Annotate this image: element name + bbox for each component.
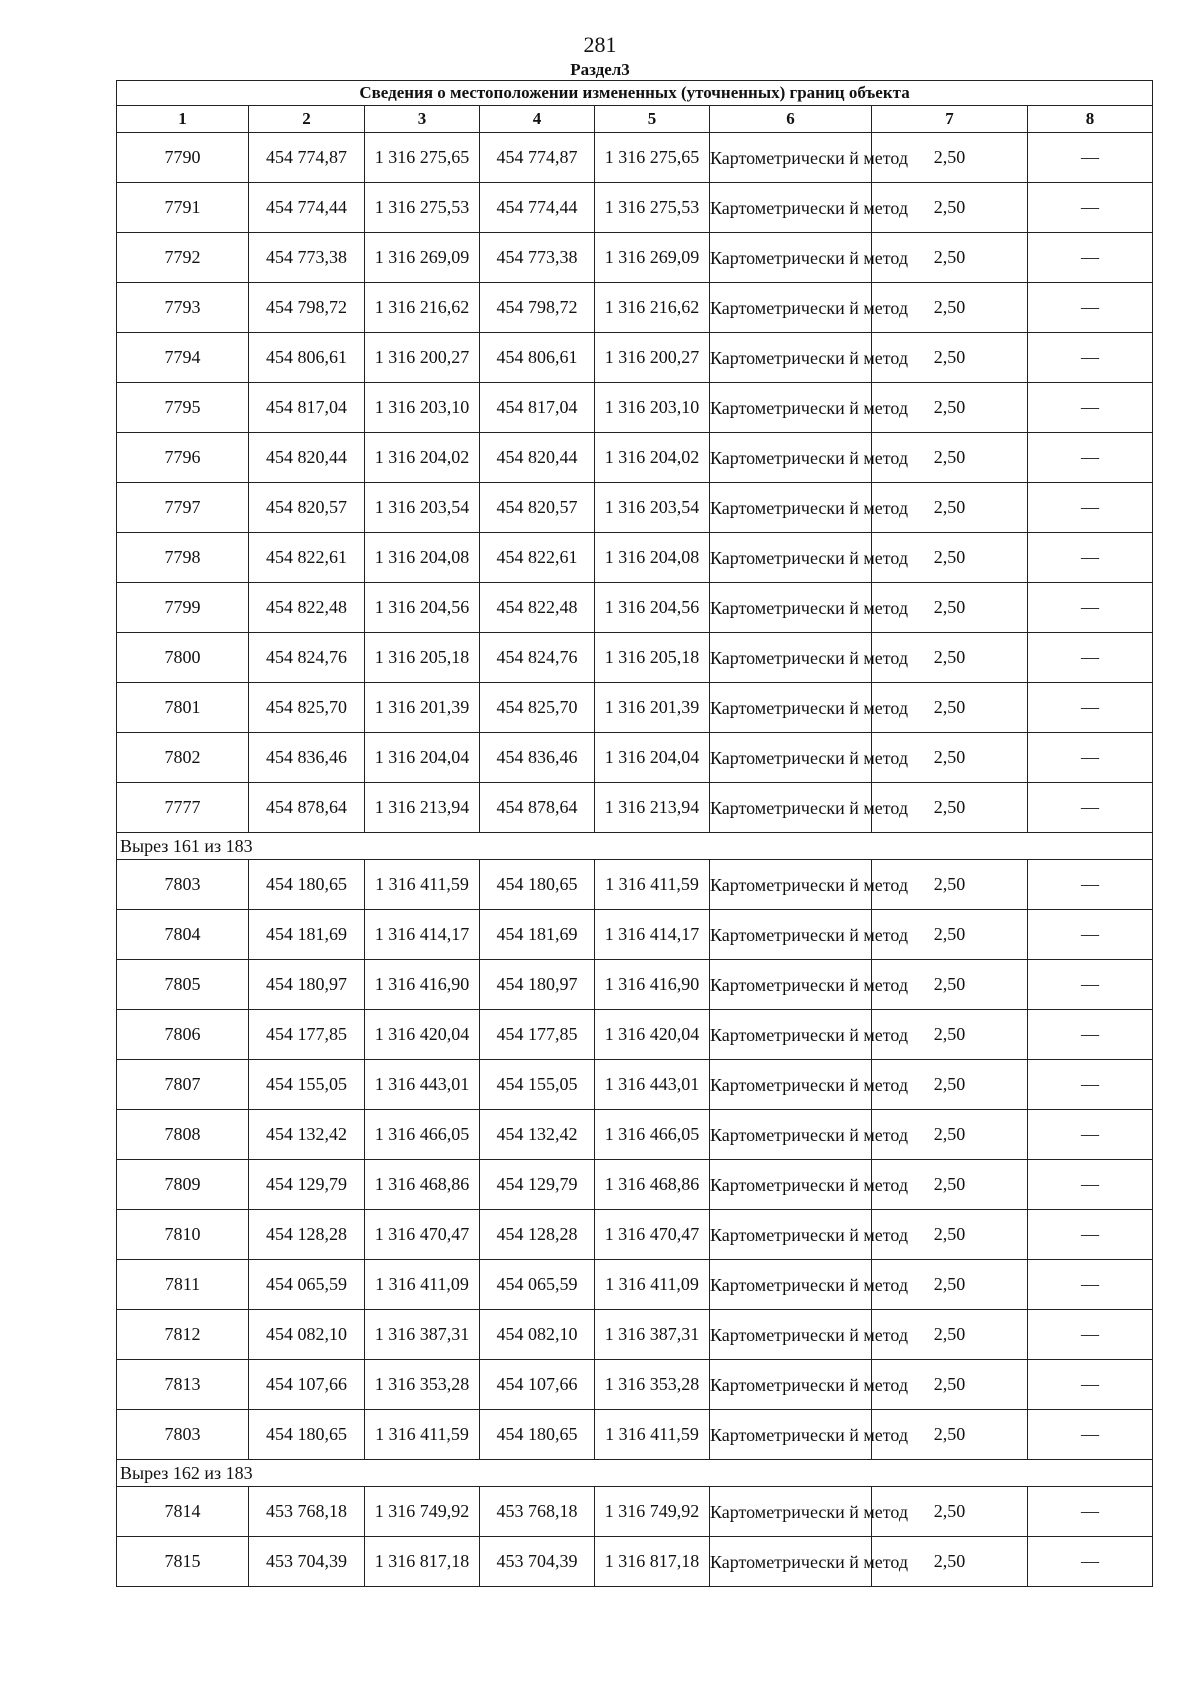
x-coordinate-cell: 454 082,10 — [249, 1310, 365, 1360]
accuracy-cell: 2,50 — [872, 733, 1028, 783]
note-cell: — — [1028, 683, 1153, 733]
point-number-cell: 7799 — [117, 583, 249, 633]
column-number: 2 — [249, 106, 365, 133]
table-row — [117, 1260, 1153, 1310]
column-number: 6 — [710, 106, 872, 133]
method-cell: Картометрически й метод — [710, 1160, 872, 1210]
table-row — [117, 1360, 1153, 1410]
point-number-cell: 7790 — [117, 133, 249, 183]
note-cell: — — [1028, 960, 1153, 1010]
y-coordinate-cell: 1 316 411,09 — [365, 1260, 480, 1310]
point-number-cell: 7798 — [117, 533, 249, 583]
y-coordinate-new-cell: 1 316 411,09 — [595, 1260, 710, 1310]
x-coordinate-cell: 454 806,61 — [249, 333, 365, 383]
point-number-cell: 7807 — [117, 1060, 249, 1110]
method-cell: Картометрически й метод — [710, 1060, 872, 1110]
y-coordinate-new-cell: 1 316 204,08 — [595, 533, 710, 583]
x-coordinate-new-cell: 454 878,64 — [480, 783, 595, 833]
accuracy-cell: 2,50 — [872, 1060, 1028, 1110]
method-cell: Картометрически й метод — [710, 860, 872, 910]
table-row — [117, 233, 1153, 283]
accuracy-cell: 2,50 — [872, 1410, 1028, 1460]
note-cell: — — [1028, 483, 1153, 533]
table-row — [117, 183, 1153, 233]
x-coordinate-cell: 454 132,42 — [249, 1110, 365, 1160]
y-coordinate-cell: 1 316 204,56 — [365, 583, 480, 633]
y-coordinate-new-cell: 1 316 414,17 — [595, 910, 710, 960]
y-coordinate-new-cell: 1 316 204,02 — [595, 433, 710, 483]
point-number-cell: 7803 — [117, 860, 249, 910]
note-cell: — — [1028, 383, 1153, 433]
table-row — [117, 1487, 1153, 1537]
y-coordinate-cell: 1 316 468,86 — [365, 1160, 480, 1210]
y-coordinate-cell: 1 316 466,05 — [365, 1110, 480, 1160]
note-cell: — — [1028, 333, 1153, 383]
note-cell: — — [1028, 1487, 1153, 1537]
method-cell: Картометрически й метод — [710, 233, 872, 283]
y-coordinate-cell: 1 316 213,94 — [365, 783, 480, 833]
table-row — [117, 633, 1153, 683]
point-number-cell: 7810 — [117, 1210, 249, 1260]
note-cell: — — [1028, 860, 1153, 910]
y-coordinate-new-cell: 1 316 203,10 — [595, 383, 710, 433]
y-coordinate-new-cell: 1 316 201,39 — [595, 683, 710, 733]
accuracy-cell: 2,50 — [872, 433, 1028, 483]
y-coordinate-cell: 1 316 269,09 — [365, 233, 480, 283]
table-row — [117, 1410, 1153, 1460]
x-coordinate-new-cell: 454 806,61 — [480, 333, 595, 383]
x-coordinate-cell: 454 181,69 — [249, 910, 365, 960]
y-coordinate-cell: 1 316 275,65 — [365, 133, 480, 183]
method-cell: Картометрически й метод — [710, 183, 872, 233]
point-number-cell: 7796 — [117, 433, 249, 483]
y-coordinate-new-cell: 1 316 275,53 — [595, 183, 710, 233]
accuracy-cell: 2,50 — [872, 683, 1028, 733]
method-cell: Картометрически й метод — [710, 483, 872, 533]
accuracy-cell: 2,50 — [872, 633, 1028, 683]
y-coordinate-new-cell: 1 316 213,94 — [595, 783, 710, 833]
point-number-cell: 7815 — [117, 1537, 249, 1587]
y-coordinate-cell: 1 316 387,31 — [365, 1310, 480, 1360]
x-coordinate-cell: 454 107,66 — [249, 1360, 365, 1410]
accuracy-cell: 2,50 — [872, 533, 1028, 583]
point-number-cell: 7811 — [117, 1260, 249, 1310]
y-coordinate-cell: 1 316 275,53 — [365, 183, 480, 233]
y-coordinate-cell: 1 316 203,10 — [365, 383, 480, 433]
table-row — [117, 383, 1153, 433]
method-cell: Картометрически й метод — [710, 433, 872, 483]
y-coordinate-cell: 1 316 216,62 — [365, 283, 480, 333]
table-row — [117, 1060, 1153, 1110]
accuracy-cell: 2,50 — [872, 283, 1028, 333]
point-number-cell: 7809 — [117, 1160, 249, 1210]
y-coordinate-new-cell: 1 316 817,18 — [595, 1537, 710, 1587]
x-coordinate-new-cell: 454 082,10 — [480, 1310, 595, 1360]
method-cell: Картометрически й метод — [710, 633, 872, 683]
y-coordinate-new-cell: 1 316 269,09 — [595, 233, 710, 283]
y-coordinate-cell: 1 316 416,90 — [365, 960, 480, 1010]
accuracy-cell: 2,50 — [872, 1487, 1028, 1537]
x-coordinate-new-cell: 454 774,87 — [480, 133, 595, 183]
y-coordinate-new-cell: 1 316 205,18 — [595, 633, 710, 683]
accuracy-cell: 2,50 — [872, 1160, 1028, 1210]
method-cell: Картометрически й метод — [710, 1110, 872, 1160]
method-cell: Картометрически й метод — [710, 960, 872, 1010]
method-cell: Картометрически й метод — [710, 133, 872, 183]
method-cell: Картометрически й метод — [710, 1487, 872, 1537]
y-coordinate-new-cell: 1 316 216,62 — [595, 283, 710, 333]
x-coordinate-new-cell: 454 180,65 — [480, 860, 595, 910]
point-number-cell: 7792 — [117, 233, 249, 283]
table-row — [117, 910, 1153, 960]
note-cell: — — [1028, 1360, 1153, 1410]
x-coordinate-new-cell: 454 836,46 — [480, 733, 595, 783]
accuracy-cell: 2,50 — [872, 383, 1028, 433]
x-coordinate-new-cell: 454 180,65 — [480, 1410, 595, 1460]
y-coordinate-cell: 1 316 353,28 — [365, 1360, 480, 1410]
y-coordinate-new-cell: 1 316 204,04 — [595, 733, 710, 783]
note-cell: — — [1028, 783, 1153, 833]
note-cell: — — [1028, 1110, 1153, 1160]
method-cell: Картометрически й метод — [710, 333, 872, 383]
method-cell: Картометрически й метод — [710, 283, 872, 333]
x-coordinate-new-cell: 454 820,44 — [480, 433, 595, 483]
x-coordinate-new-cell: 454 128,28 — [480, 1210, 595, 1260]
table-row — [117, 733, 1153, 783]
column-number: 1 — [117, 106, 249, 133]
table-caption-row — [117, 81, 1153, 106]
point-number-cell: 7803 — [117, 1410, 249, 1460]
note-cell: — — [1028, 733, 1153, 783]
table-row — [117, 433, 1153, 483]
table-body — [117, 81, 1153, 1587]
point-number-cell: 7794 — [117, 333, 249, 383]
note-cell: — — [1028, 533, 1153, 583]
column-number: 7 — [872, 106, 1028, 133]
y-coordinate-new-cell: 1 316 416,90 — [595, 960, 710, 1010]
group-label: Вырез 162 из 183 — [117, 1460, 1153, 1487]
method-cell: Картометрически й метод — [710, 1260, 872, 1310]
y-coordinate-cell: 1 316 470,47 — [365, 1210, 480, 1260]
x-coordinate-new-cell: 454 107,66 — [480, 1360, 595, 1410]
y-coordinate-cell: 1 316 420,04 — [365, 1010, 480, 1060]
point-number-cell: 7812 — [117, 1310, 249, 1360]
method-cell: Картометрически й метод — [710, 383, 872, 433]
x-coordinate-new-cell: 454 817,04 — [480, 383, 595, 433]
method-cell: Картометрически й метод — [710, 1010, 872, 1060]
method-cell: Картометрически й метод — [710, 783, 872, 833]
x-coordinate-new-cell: 454 129,79 — [480, 1160, 595, 1210]
column-number: 8 — [1028, 106, 1153, 133]
group-label: Вырез 161 из 183 — [117, 833, 1153, 860]
y-coordinate-new-cell: 1 316 353,28 — [595, 1360, 710, 1410]
y-coordinate-cell: 1 316 411,59 — [365, 1410, 480, 1460]
point-number-cell: 7795 — [117, 383, 249, 433]
method-cell: Картометрически й метод — [710, 1310, 872, 1360]
x-coordinate-new-cell: 454 822,48 — [480, 583, 595, 633]
table-row — [117, 483, 1153, 533]
x-coordinate-cell: 454 817,04 — [249, 383, 365, 433]
accuracy-cell: 2,50 — [872, 1537, 1028, 1587]
note-cell: — — [1028, 283, 1153, 333]
method-cell: Картометрически й метод — [710, 1410, 872, 1460]
table-row — [117, 133, 1153, 183]
table-row — [117, 283, 1153, 333]
accuracy-cell: 2,50 — [872, 1360, 1028, 1410]
accuracy-cell: 2,50 — [872, 583, 1028, 633]
x-coordinate-new-cell: 454 132,42 — [480, 1110, 595, 1160]
x-coordinate-cell: 454 836,46 — [249, 733, 365, 783]
table-row — [117, 583, 1153, 633]
accuracy-cell: 2,50 — [872, 860, 1028, 910]
y-coordinate-cell: 1 316 204,04 — [365, 733, 480, 783]
note-cell: — — [1028, 1010, 1153, 1060]
table-row — [117, 683, 1153, 733]
x-coordinate-cell: 454 774,87 — [249, 133, 365, 183]
column-number-row — [117, 106, 1153, 133]
note-cell: — — [1028, 183, 1153, 233]
method-cell: Картометрически й метод — [710, 683, 872, 733]
x-coordinate-cell: 454 180,65 — [249, 860, 365, 910]
point-number-cell: 7805 — [117, 960, 249, 1010]
table-row — [117, 1160, 1153, 1210]
x-coordinate-cell: 454 177,85 — [249, 1010, 365, 1060]
note-cell: — — [1028, 1310, 1153, 1360]
y-coordinate-cell: 1 316 817,18 — [365, 1537, 480, 1587]
x-coordinate-new-cell: 454 155,05 — [480, 1060, 595, 1110]
y-coordinate-new-cell: 1 316 420,04 — [595, 1010, 710, 1060]
x-coordinate-new-cell: 454 065,59 — [480, 1260, 595, 1310]
y-coordinate-new-cell: 1 316 275,65 — [595, 133, 710, 183]
table-row — [117, 333, 1153, 383]
y-coordinate-new-cell: 1 316 387,31 — [595, 1310, 710, 1360]
column-number: 5 — [595, 106, 710, 133]
x-coordinate-cell: 454 878,64 — [249, 783, 365, 833]
y-coordinate-new-cell: 1 316 204,56 — [595, 583, 710, 633]
x-coordinate-cell: 454 822,61 — [249, 533, 365, 583]
note-cell: — — [1028, 1060, 1153, 1110]
y-coordinate-cell: 1 316 205,18 — [365, 633, 480, 683]
x-coordinate-cell: 454 128,28 — [249, 1210, 365, 1260]
y-coordinate-cell: 1 316 203,54 — [365, 483, 480, 533]
x-coordinate-cell: 453 768,18 — [249, 1487, 365, 1537]
accuracy-cell: 2,50 — [872, 910, 1028, 960]
note-cell: — — [1028, 1160, 1153, 1210]
x-coordinate-new-cell: 454 820,57 — [480, 483, 595, 533]
accuracy-cell: 2,50 — [872, 1010, 1028, 1060]
method-cell: Картометрически й метод — [710, 1360, 872, 1410]
note-cell: — — [1028, 1210, 1153, 1260]
table-row — [117, 960, 1153, 1010]
accuracy-cell: 2,50 — [872, 783, 1028, 833]
y-coordinate-cell: 1 316 414,17 — [365, 910, 480, 960]
x-coordinate-cell: 454 773,38 — [249, 233, 365, 283]
x-coordinate-new-cell: 453 768,18 — [480, 1487, 595, 1537]
x-coordinate-new-cell: 454 177,85 — [480, 1010, 595, 1060]
accuracy-cell: 2,50 — [872, 1260, 1028, 1310]
table-row — [117, 1310, 1153, 1360]
method-cell: Картометрически й метод — [710, 1537, 872, 1587]
y-coordinate-new-cell: 1 316 411,59 — [595, 1410, 710, 1460]
y-coordinate-new-cell: 1 316 203,54 — [595, 483, 710, 533]
accuracy-cell: 2,50 — [872, 133, 1028, 183]
x-coordinate-cell: 454 774,44 — [249, 183, 365, 233]
point-number-cell: 7777 — [117, 783, 249, 833]
y-coordinate-cell: 1 316 204,02 — [365, 433, 480, 483]
note-cell: — — [1028, 583, 1153, 633]
point-number-cell: 7802 — [117, 733, 249, 783]
point-number-cell: 7797 — [117, 483, 249, 533]
x-coordinate-new-cell: 453 704,39 — [480, 1537, 595, 1587]
x-coordinate-cell: 454 798,72 — [249, 283, 365, 333]
point-number-cell: 7793 — [117, 283, 249, 333]
x-coordinate-new-cell: 454 822,61 — [480, 533, 595, 583]
x-coordinate-new-cell: 454 798,72 — [480, 283, 595, 333]
note-cell: — — [1028, 910, 1153, 960]
point-number-cell: 7814 — [117, 1487, 249, 1537]
y-coordinate-cell: 1 316 443,01 — [365, 1060, 480, 1110]
x-coordinate-new-cell: 454 773,38 — [480, 233, 595, 283]
point-number-cell: 7800 — [117, 633, 249, 683]
method-cell: Картометрически й метод — [710, 583, 872, 633]
note-cell: — — [1028, 233, 1153, 283]
point-number-cell: 7808 — [117, 1110, 249, 1160]
x-coordinate-new-cell: 454 181,69 — [480, 910, 595, 960]
method-cell: Картометрически й метод — [710, 733, 872, 783]
x-coordinate-cell: 454 820,44 — [249, 433, 365, 483]
x-coordinate-cell: 454 824,76 — [249, 633, 365, 683]
point-number-cell: 7791 — [117, 183, 249, 233]
table-row — [117, 1110, 1153, 1160]
accuracy-cell: 2,50 — [872, 233, 1028, 283]
table-row — [117, 860, 1153, 910]
method-cell: Картометрически й метод — [710, 533, 872, 583]
x-coordinate-new-cell: 454 825,70 — [480, 683, 595, 733]
column-number: 4 — [480, 106, 595, 133]
accuracy-cell: 2,50 — [872, 1110, 1028, 1160]
x-coordinate-new-cell: 454 774,44 — [480, 183, 595, 233]
point-number-cell: 7804 — [117, 910, 249, 960]
y-coordinate-new-cell: 1 316 411,59 — [595, 860, 710, 910]
y-coordinate-cell: 1 316 749,92 — [365, 1487, 480, 1537]
group-label-row — [117, 1460, 1153, 1487]
table-row — [117, 1210, 1153, 1260]
y-coordinate-new-cell: 1 316 200,27 — [595, 333, 710, 383]
y-coordinate-new-cell: 1 316 749,92 — [595, 1487, 710, 1537]
y-coordinate-new-cell: 1 316 466,05 — [595, 1110, 710, 1160]
y-coordinate-cell: 1 316 200,27 — [365, 333, 480, 383]
note-cell: — — [1028, 433, 1153, 483]
x-coordinate-cell: 454 065,59 — [249, 1260, 365, 1310]
y-coordinate-cell: 1 316 411,59 — [365, 860, 480, 910]
column-number: 3 — [365, 106, 480, 133]
y-coordinate-new-cell: 1 316 468,86 — [595, 1160, 710, 1210]
accuracy-cell: 2,50 — [872, 333, 1028, 383]
method-cell: Картометрически й метод — [710, 910, 872, 960]
accuracy-cell: 2,50 — [872, 1210, 1028, 1260]
point-number-cell: 7806 — [117, 1010, 249, 1060]
x-coordinate-new-cell: 454 180,97 — [480, 960, 595, 1010]
y-coordinate-cell: 1 316 204,08 — [365, 533, 480, 583]
note-cell: — — [1028, 133, 1153, 183]
accuracy-cell: 2,50 — [872, 183, 1028, 233]
section-title: Раздел3 — [570, 60, 630, 79]
point-number-cell: 7813 — [117, 1360, 249, 1410]
accuracy-cell: 2,50 — [872, 960, 1028, 1010]
y-coordinate-cell: 1 316 201,39 — [365, 683, 480, 733]
x-coordinate-cell: 454 180,65 — [249, 1410, 365, 1460]
y-coordinate-new-cell: 1 316 470,47 — [595, 1210, 710, 1260]
table-row — [117, 1537, 1153, 1587]
note-cell: — — [1028, 1537, 1153, 1587]
x-coordinate-cell: 454 180,97 — [249, 960, 365, 1010]
x-coordinate-cell: 454 822,48 — [249, 583, 365, 633]
note-cell: — — [1028, 1410, 1153, 1460]
accuracy-cell: 2,50 — [872, 1310, 1028, 1360]
note-cell: — — [1028, 633, 1153, 683]
table-row — [117, 1010, 1153, 1060]
table-row — [117, 533, 1153, 583]
x-coordinate-new-cell: 454 824,76 — [480, 633, 595, 683]
table-caption: Сведения о местоположении измененных (уточненных) границ объекта — [117, 81, 1153, 106]
note-cell: — — [1028, 1260, 1153, 1310]
y-coordinate-new-cell: 1 316 443,01 — [595, 1060, 710, 1110]
x-coordinate-cell: 454 155,05 — [249, 1060, 365, 1110]
point-number-cell: 7801 — [117, 683, 249, 733]
method-cell: Картометрически й метод — [710, 1210, 872, 1260]
coordinates-table — [116, 80, 1153, 1587]
x-coordinate-cell: 453 704,39 — [249, 1537, 365, 1587]
x-coordinate-cell: 454 825,70 — [249, 683, 365, 733]
page-number: 281 — [583, 32, 617, 57]
x-coordinate-cell: 454 129,79 — [249, 1160, 365, 1210]
table-row — [117, 783, 1153, 833]
group-label-row — [117, 833, 1153, 860]
x-coordinate-cell: 454 820,57 — [249, 483, 365, 533]
accuracy-cell: 2,50 — [872, 483, 1028, 533]
